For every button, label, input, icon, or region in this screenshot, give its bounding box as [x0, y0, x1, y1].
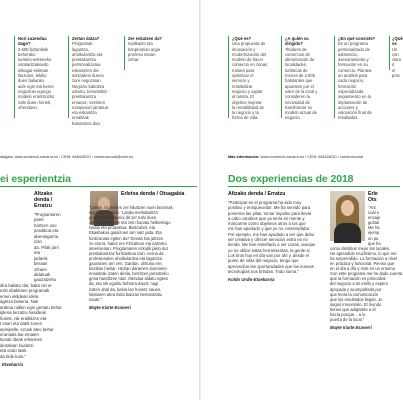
text-line: Me ha	[368, 225, 380, 231]
heading-rule	[0, 186, 197, 187]
text-line: arakoa nidlen egin gertatu behar	[0, 304, 62, 310]
green-rule	[228, 36, 229, 118]
story-body-narrow	[368, 205, 400, 246]
text-line: Inplikatzo eta	[128, 41, 153, 47]
text-line: transformar su	[285, 104, 312, 110]
text-line: eskaintzen die	[72, 67, 99, 73]
text-line: alimentación de	[285, 57, 315, 63]
text-line: Nori zuzendua	[18, 36, 47, 41]
green-rule	[281, 36, 282, 118]
text-line: pertsonalizatua	[72, 62, 101, 68]
text-line: ostalaritzakoedo	[18, 62, 49, 68]
text-line: bazikan hiekar. Hezian daramen donnaren	[89, 266, 167, 272]
text-line: eta ondo lasik	[0, 348, 27, 354]
text-line: rurales para	[232, 67, 255, 73]
text-line: modelo erantziozko	[18, 94, 55, 100]
text-line: Ekasbakoa gaiaizoen arri naiz jada. Eta	[89, 230, 162, 236]
text-line: Es un programa	[338, 41, 368, 47]
text-line: epinipelle, ezoak ateo behar	[0, 326, 54, 332]
text-line: modelo de hacer	[232, 57, 264, 63]
story-signature: Mayte Iriarte Esaverri	[330, 325, 372, 331]
text-line: gauzatzeko	[34, 277, 56, 283]
left-info-line	[0, 155, 133, 159]
text-line: del negocio a mi estilo y espero	[330, 281, 389, 287]
right-col-requirements	[389, 36, 403, 79]
text-line: tecnologías nos brindan. Todo suma."	[228, 268, 299, 274]
text-line: negocio y captar	[232, 88, 263, 94]
text-line: rentabilizar	[232, 83, 253, 89]
text-line: 2.500 biztanletik	[18, 46, 49, 52]
text-line: localidades	[285, 62, 306, 68]
text-line: prozesu osoan	[128, 51, 156, 57]
left-col-target	[18, 36, 66, 110]
text-line: sortzaileei duena	[72, 73, 104, 79]
text-line: negozioei egungo	[18, 88, 52, 94]
text-line: al turista. El	[232, 94, 254, 100]
text-line: modelo actual de	[285, 110, 317, 116]
text-line: que los resultados llegan. Jo	[330, 296, 383, 302]
text-line: ¿Qué es?	[232, 36, 252, 41]
text-line: Negozio bakoitza	[72, 83, 105, 89]
text-line: que ha	[368, 240, 381, 246]
right-info-line	[228, 155, 363, 159]
text-line: tienda. Me han enseñado a ver cosas, aunque	[228, 242, 316, 248]
text-line: cada negocio,	[338, 78, 365, 84]
story-signature: Mayte Iriarte Esaverri	[89, 304, 131, 310]
green-rule	[68, 36, 69, 118]
story-body	[330, 245, 403, 323]
right-story-1	[228, 191, 328, 282]
text-line: emanez, ezeinten	[72, 99, 106, 105]
text-line: lituzunei, lekiko	[18, 73, 47, 79]
story-body	[34, 212, 62, 283]
text-line: grina handitzen naiz. Mendua aldatu egiten	[89, 276, 169, 282]
story-signature: Koldo Urdín-Etxebarria	[228, 277, 275, 283]
text-line: tienes que adaptarte a él	[330, 306, 376, 312]
text-line: aprovechar las oportunidades que las nuevas	[228, 263, 314, 269]
text-line: ¿Qué se	[392, 36, 403, 47]
text-line: a cabo cambios que ya tenía en mente y	[228, 215, 305, 221]
text-line: gaurainen arri zen. Gardun, ohituna ere,	[89, 261, 163, 267]
info-text: atagaia: www.comercio.navarra.es / CEIN: 848426OO / comerciorural@cein.es	[0, 155, 134, 159]
text-line: innovación y	[232, 46, 256, 52]
text-line: positiboa eta	[34, 228, 59, 234]
right-section-heading: Dos experiencias de 2018	[228, 173, 354, 185]
text-line: lokala eta produktoa. Bidezubet, eta	[89, 225, 156, 231]
text-line: necesidad de	[285, 99, 310, 105]
text-line: ezki ebakinten programak	[0, 288, 50, 294]
right-col-target	[285, 36, 333, 121]
text-line: t esan eta dakit zonen	[0, 321, 43, 327]
text-line: implantación de	[338, 99, 368, 105]
left-col-requirements	[128, 36, 176, 62]
text-line: dago?	[18, 41, 31, 47]
text-line: Programak	[72, 41, 93, 47]
text-line: zehar.	[128, 57, 140, 63]
text-line: baloratzea dira.	[72, 120, 101, 126]
text-line: aholkularitza eta	[72, 51, 103, 57]
story-title: Altzako denda / Erratzu	[228, 191, 286, 197]
left-story-1	[2, 191, 62, 368]
text-line: lokalaren atea itxita baitzan bemantzatu	[89, 291, 162, 297]
text-line: Zertan datza?	[72, 36, 100, 41]
text-line: asesoramiento y	[338, 57, 369, 63]
text-line: que la formación es primordial	[330, 276, 386, 282]
text-line: servicio y	[232, 78, 250, 84]
text-line: "Programaren parte	[34, 212, 61, 223]
text-line: positivo y enriquecedor. Me ha servido para	[228, 205, 311, 211]
story-body-wide	[0, 283, 86, 359]
text-line: dira baliatu dar, baita niri er	[0, 282, 52, 288]
text-line: comercios de	[285, 51, 310, 57]
text-line: que tenía la comunicación	[330, 291, 379, 297]
text-line: seguir innovando. El mundo	[330, 301, 382, 307]
text-line: modernización del	[232, 51, 266, 57]
text-line: "Lehen, ez nekien zer hikatzen nuen bezenak	[89, 205, 173, 210]
text-line: forma de vida.	[232, 115, 259, 121]
text-line: zehazki bezenak eta zein bunatu helbekingo	[89, 220, 171, 226]
text-line: punto de vista del negocio, tengo que	[228, 258, 299, 264]
text-line: valor de la local y	[285, 88, 318, 94]
green-rule	[334, 36, 335, 118]
text-line: aberasgarria izan	[34, 233, 59, 245]
text-line: ¿En qué consiste?	[338, 36, 376, 41]
heading-rule	[228, 186, 400, 187]
text-line: ze etorra, hatez ere Flrizateun eta antzeko	[89, 240, 167, 246]
story-title: Ots	[368, 197, 377, 203]
text-line: especializada,	[338, 88, 365, 94]
text-line: Los tiros hoy en día van por ahí y, desde el	[228, 252, 309, 258]
text-line: kunak ideak erkarmen	[0, 337, 43, 343]
text-line: ezarpenari jarraitua	[72, 104, 109, 110]
text-line: duen baliaoko	[18, 78, 45, 84]
story-signature: Etxebarria	[2, 362, 24, 368]
text-line: acciones y	[338, 104, 358, 110]
text-line: prestakuntza	[72, 57, 96, 63]
text-line: dirigido?	[285, 41, 303, 47]
text-line: aide egin eta beren	[18, 83, 54, 89]
text-line: me han aportado y que yo no contemplaba.	[228, 226, 310, 232]
text-line: "Participar en el programa ha sido muy	[228, 200, 302, 205]
text-line: He aprendido muchísimo, lo que me	[330, 250, 397, 256]
text-line: ofrenduen.	[18, 104, 39, 110]
text-line: negocio.	[285, 115, 301, 121]
info-text: www.comercio.navarra.es / CEIN: 848426OO / comerciorural	[260, 155, 364, 159]
text-line: la rentabilidad de	[232, 104, 264, 110]
green-rule	[389, 36, 390, 70]
text-line: konpromiso argia	[128, 46, 161, 52]
text-line: prestakuntzaz funtzaskoa izan. Aerna da	[89, 250, 164, 256]
text-line: valoración final de	[338, 110, 372, 116]
story-title: Erratzu	[34, 203, 52, 209]
text-line: turísticas de	[285, 67, 308, 73]
text-line: iplena bezalzu hasideak	[0, 310, 46, 316]
text-line: ha sorprendido. La formación a nivel	[330, 255, 397, 261]
text-line: hartzen oso	[34, 222, 57, 228]
story-title: Erle	[368, 191, 378, 197]
text-line: asistencia,	[338, 51, 358, 57]
text-line: objetivo mejorar	[232, 99, 262, 105]
text-line: Un con	[392, 46, 399, 57]
text-line: eta zoka zoalirei. 'Landa-merkataritza'	[89, 210, 159, 216]
text-line: emaitzak	[72, 115, 89, 121]
text-line: ofzaen aldatuak	[34, 266, 51, 277]
text-line: un pu	[368, 235, 379, 241]
text-line: "Ant	[368, 205, 376, 210]
green-rule	[124, 36, 125, 70]
text-line: el proc	[392, 67, 401, 79]
text-line: emen ekildean idela	[0, 293, 39, 299]
text-line: Por ejemplo, me han ayudado a ver que debo	[228, 231, 315, 237]
text-line: Una propuesta de	[232, 41, 266, 47]
text-line: da. Pilak jarri eta	[34, 244, 59, 256]
story-title: Altzako denda /	[34, 191, 53, 203]
green-rule	[14, 36, 15, 118]
text-line: aztertu, beraristikiz	[72, 88, 108, 94]
text-line: yo no utilice estas herramientas, la gente sí.	[228, 247, 311, 253]
text-line: habitantes que	[285, 78, 313, 84]
text-line: ser creativa y ofrecer servicios extra en mi	[228, 237, 308, 243]
text-line: da, eta nik egoiitu beharra dauzt; nagi	[89, 281, 159, 287]
text-line: menos de 2.500	[285, 73, 316, 79]
text-line: como distribuir mejor los locales.	[330, 245, 391, 251]
text-line: gustar	[368, 220, 380, 226]
text-line: apoyada y acompañada por	[330, 286, 382, 292]
text-line: seguimiento en la	[338, 94, 371, 100]
text-line: formación en su	[338, 62, 368, 68]
text-line: hacía porque... a lo	[330, 311, 366, 317]
text-line: izaten ahal da, baina lan honetz nauen,	[89, 286, 162, 292]
text-line: da bide kulo."	[0, 353, 26, 359]
text-line: ponerme las pilas, tomar impulso para llevar	[228, 210, 312, 216]
text-line: turismo-sektoreko	[18, 57, 52, 63]
text-line: ¿A quién va	[285, 36, 309, 41]
text-line: laguntza,	[72, 46, 89, 52]
text-line: agetza bekena. Nuk	[0, 299, 39, 305]
right-col-consists	[338, 36, 392, 121]
text-line: un análisis para	[338, 73, 368, 79]
page-gutter	[199, 0, 201, 400]
info-label: Más información:	[228, 155, 260, 159]
text-line: nahi duten horiek,	[18, 99, 52, 105]
text-line: formación	[338, 83, 357, 89]
text-line: ejemp	[368, 230, 380, 236]
text-line: en práctica y funcional. Pienso que	[330, 261, 395, 267]
text-line: Titulares de	[285, 46, 307, 52]
text-line: puerta de la local."	[330, 317, 365, 323]
left-section-heading: ei esperientzia	[0, 173, 71, 185]
text-line: en el día a día y más en un entorno	[330, 266, 396, 272]
text-line: prestakuntza	[72, 94, 96, 100]
story-body	[89, 205, 195, 302]
text-line: horiek, nik eraikitzen eta	[0, 315, 47, 321]
left-story-2	[89, 191, 195, 310]
right-col-what-is	[232, 36, 280, 121]
text-line: profesionalen aholkularitza eta laguntza	[89, 255, 162, 261]
text-line: naute."	[89, 296, 102, 302]
text-line: beherako	[18, 51, 36, 57]
text-line: claro d	[392, 57, 402, 68]
text-line: personalizado de	[338, 46, 370, 52]
text-line: jadanik beraan	[34, 255, 48, 267]
text-line: eramaila bai ematen	[0, 331, 39, 337]
story-title: Erletxa denda / Otsagabia	[121, 191, 185, 197]
text-line: cuál e	[368, 210, 380, 216]
story-body	[228, 200, 328, 274]
text-line: dioralean kualetzi	[0, 342, 34, 348]
text-line: eta eskaintza	[72, 110, 97, 116]
text-line: ensaitzak izaten direla, berritzen jarraitzeko	[89, 271, 169, 277]
text-line: apuesten por el	[285, 83, 314, 89]
left-col-what	[72, 36, 120, 126]
text-line: ateensenan. Programaren ezkutik jakin dut	[89, 245, 168, 251]
text-line: elikagai-sektoan	[18, 67, 49, 73]
text-line: Zer eskatzen da?	[128, 36, 162, 41]
text-line: programak enkarioi dit zer nahi duen	[89, 215, 157, 221]
text-line: la negocio y la	[232, 110, 259, 116]
text-line: comercio. Plantea	[338, 67, 372, 73]
story-title-block	[368, 191, 400, 203]
text-line: consideren la	[285, 94, 310, 100]
text-line: zure negozioan.	[72, 78, 102, 84]
text-line: comercio en zonas	[232, 62, 268, 68]
text-line: resultados.	[338, 115, 359, 121]
right-story-2	[330, 191, 403, 400]
text-line: optimizar el	[232, 73, 254, 79]
text-line: Con este programa me he dado cuenta	[330, 271, 403, 277]
text-line: encaje	[368, 215, 381, 221]
text-line: marcarme como objetivos otros a los que	[228, 221, 306, 227]
text-line: funtzionatu egiten du!' Denda hat jartzen	[89, 235, 164, 241]
